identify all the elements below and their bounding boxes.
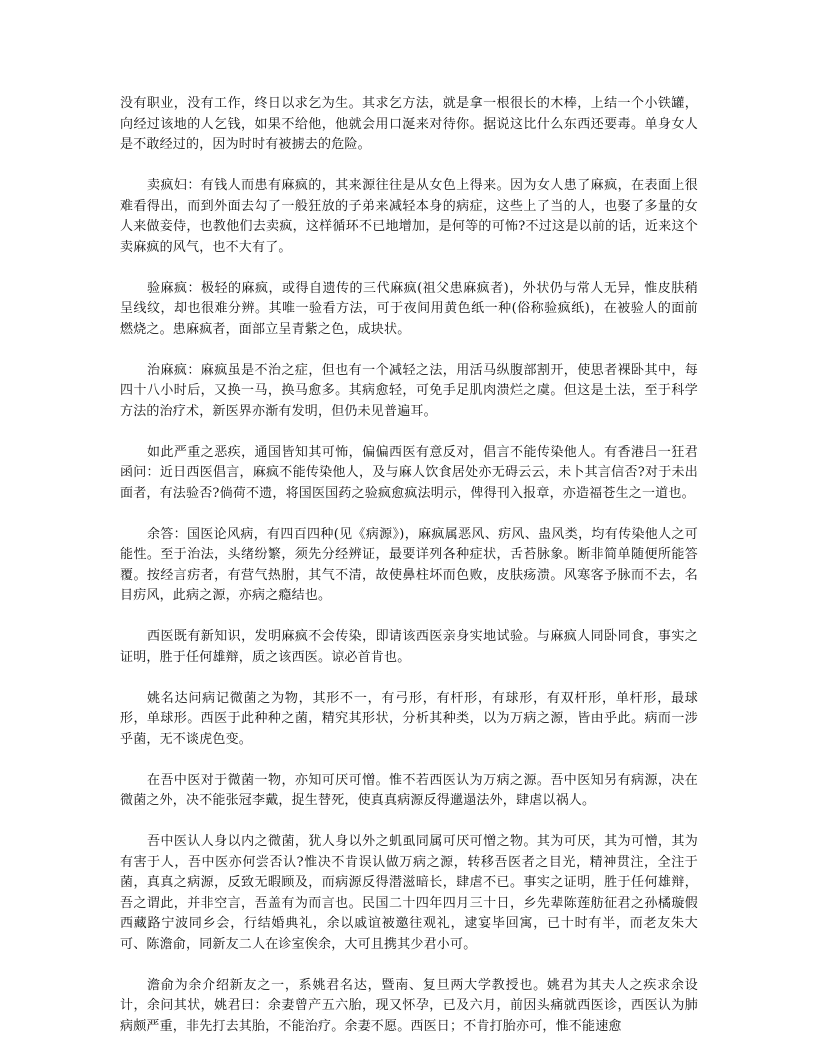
paragraph-chinese-medicine-view: 在吾中医对于微菌一物，亦知可厌可憎。惟不若西医认为万病之源。吾中医知另有病源，决在微菌之外，决不能张冠李戴，捉生替死，使真真病源反得邋遢法外，肆虐以祸人。 <box>120 772 698 808</box>
paragraph-beggar-continuation: 没有职业，没有工作，终日以求乞为生。其求乞方法，就是拿一根很长的木棒，上结一个小铁罐，向经过该地的人乞钱，如果不给他，他就会用口涎来对待你。据说这比什么东西还要毒。单身女人是不敢经过的，因为时时有被掳去的危险。 <box>120 96 698 152</box>
paragraph-challenge-western-doctor: 西医既有新知识，发明麻疯不会传染，即请该西医亲身实地试验。与麻疯人同卧同食，事实之证明，胜于任何雄辩，质之该西医。谅必首肯也。 <box>120 629 698 665</box>
paragraph-reader-question: 如此严重之恶疾，通国皆知其可怖，偏偏西医有意反对，倡言不能传染他人。有香港吕一狂君函问：近日西医倡言，麻疯不能传染他人，及与麻人饮食居处亦无碍云云，未卜其言信否?对于未出面者，有法验否?倘荷不遗，将国医国药之验疯愈疯法明示，俾得刊入报章，亦造福苍生之一道也。 <box>120 444 698 501</box>
paragraph-selling-leprosy: 卖疯妇：有钱人而患有麻疯的，其来源往往是从女色上得来。因为女人患了麻疯，在表面上很难看得出，而到外面去勾了一般狂放的子弟来减轻本身的病症，这些上了当的人，也娶了多量的女人来做妾侍，也教他们去卖疯，这样循环不已地增加，是何等的可怖?不过这是以前的话，近来这个卖麻疯的风气，也不大有了。 <box>120 178 698 255</box>
paragraph-microbe-shapes: 姚名达问病记微菌之为物，其形不一，有弓形，有杆形，有球形，有双杆形，单杆形，最球形，单球形。西医于此种种之菌，精究其形状，分析其种类，以为万病之源，皆由乎此。病而一涉乎菌，无不谈虎色变。 <box>120 690 698 747</box>
paragraph-treating-leprosy: 治麻疯：麻疯虽是不治之症，但也有一个减轻之法，用活马纵腹部割开，使思者裸卧其中，每四十八小时后，又换一马，换马愈多。其病愈轻，可免手足肌肉溃烂之虞。但这是土法，至于科学方法的治疗术，新医界亦渐有发明，但仍未见普遍耳。 <box>120 362 698 419</box>
paragraph-microbes-as-pests: 吾中医认人身以内之微菌，犹人身以外之虮虱同属可厌可憎之物。其为可厌，其为可憎，其为有害于人，吾中医亦何尝否认?惟决不肯误认做万病之源，转移吾医者之目光，精神贯注，全注于菌，真真之病源，反致无暇顾及，而病源反得潜滋暗长，肆虐不已。事实之证明，胜于任何雄辩，吾之谓此，并非空言，吾盖有为而言也。民国二十四年四月三十日，乡先辈陈莲舫征君之孙橘璇假西藏路宁波同乡会，行结婚典礼，余以戚谊被邀往观礼，逮宴毕回寓，已十时有半，而老友朱大可、陈澹俞，同新友二人在诊室俟余，大可且携其少君小可。 <box>120 834 698 952</box>
paragraph-testing-leprosy: 验麻疯：极轻的麻疯，或得自遗传的三代麻疯(祖父患麻疯者)，外状仍与常人无异，惟皮肤稍呈线纹，却也很难分辨。其唯一验看方法，可于夜间用黄色纸一种(俗称验疯纸)，在被验人的面前燃烧之。患麻疯者，面部立呈青紫之色，成块状。 <box>120 280 698 337</box>
paragraph-yao-introduction: 澹俞为余介绍新友之一，系姚君名达，暨南、复旦两大学教授也。姚君为其夫人之疾求余设计，余问其状，姚君曰：余妻曾产五六胎，现又怀孕，已及六月，前因头痛就西医诊，西医认为肺病颇严重，非先打去其胎，不能治疗。余妻不愿。西医日；不肯打胎亦可，惟不能速愈 <box>120 977 698 1034</box>
document-page <box>120 94 698 1058</box>
paragraph-author-answer: 余答：国医论风病，有四百四种(见《病源》)，麻疯属恶风、疠风、蛊风类，均有传染他人之可能性。至于治法，头绪纷繁，须先分经辨证，最要详列各种症状，舌苔脉象。断非简单随便所能答覆。按经言疠者，有营气热胕，其气不清，故使鼻柱坏而色败，皮肤疡溃。风寒客予脉而不去，名目疠风，此病之源，亦病之瘾结也。 <box>120 526 698 603</box>
